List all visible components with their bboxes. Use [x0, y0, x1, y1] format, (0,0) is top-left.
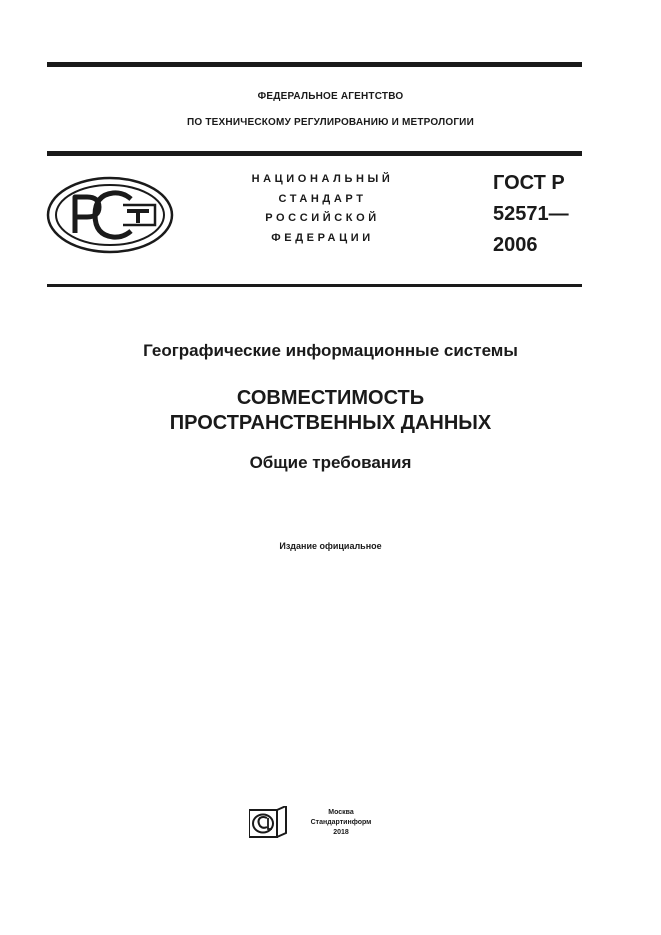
- subject-title: Географические информационные системы: [143, 341, 518, 360]
- gost-line-1: ГОСТ Р: [493, 172, 565, 194]
- national-line-2: СТАНДАРТ: [278, 192, 367, 205]
- gost-line-3: 2006: [493, 234, 538, 256]
- national-line-3: РОССИЙСКОЙ: [265, 212, 380, 224]
- standard-rule: [47, 284, 582, 287]
- main-title-line-1: СОВМЕСТИМОСТЬ: [236, 387, 425, 409]
- publisher-city: Москва: [328, 809, 354, 816]
- main-title: [0, 386, 661, 436]
- publisher-year: 2018: [333, 829, 349, 836]
- edition-label: Издание официальное: [279, 541, 382, 551]
- agency-line-2: ПО ТЕХНИЧЕСКОМУ РЕГУЛИРОВАНИЮ И МЕТРОЛОГИИ: [187, 117, 474, 128]
- publisher-name: Стандартинформ: [310, 819, 372, 826]
- publisher-block: [296, 808, 386, 838]
- national-line-1: НАЦИОНАЛЬНЫЙ: [251, 173, 394, 185]
- standartinform-logo-icon: [249, 806, 287, 838]
- rst-logo-icon: [45, 175, 175, 255]
- main-title-line-2: ПРОСТРАНСТВЕННЫХ ДАННЫХ: [169, 412, 492, 434]
- header-rule: [47, 151, 582, 156]
- national-standard-heading: [225, 170, 420, 248]
- gost-designation: [493, 168, 569, 261]
- gost-line-2: 52571—: [493, 203, 569, 225]
- subtitle: Общие требования: [249, 453, 412, 472]
- top-rule: [47, 62, 582, 67]
- agency-line-1: ФЕДЕРАЛЬНОЕ АГЕНТСТВО: [257, 91, 404, 102]
- national-line-4: ФЕДЕРАЦИИ: [271, 231, 374, 244]
